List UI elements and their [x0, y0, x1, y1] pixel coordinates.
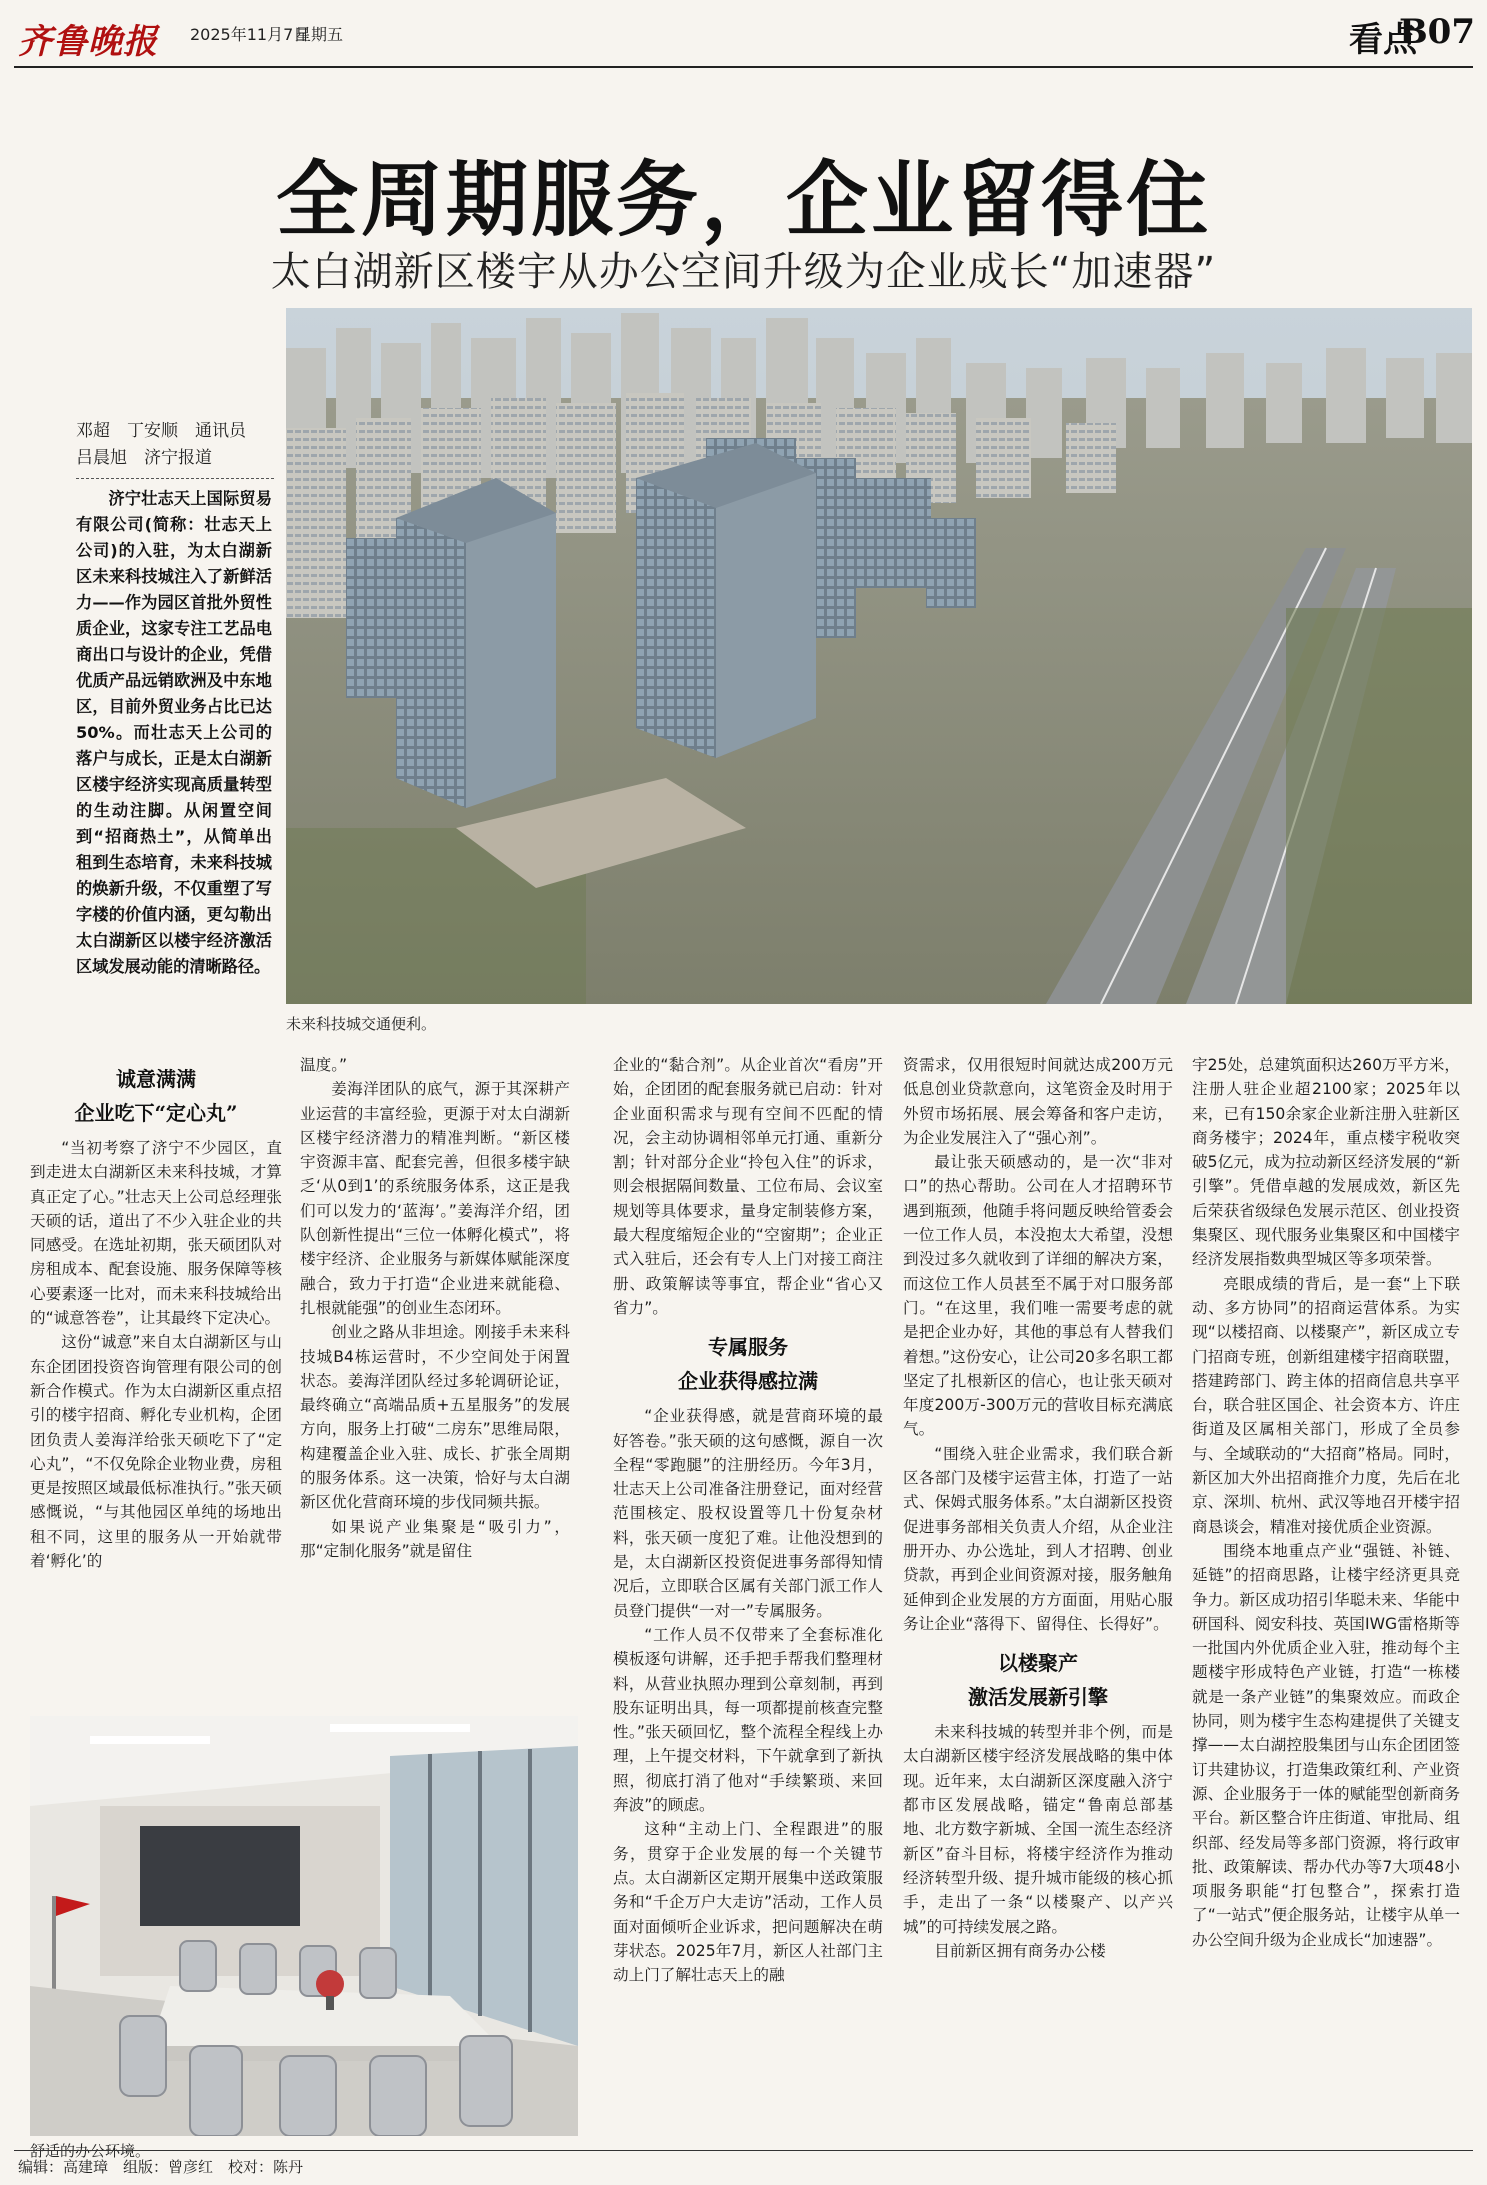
issue-date: 2025年11月7日: [190, 25, 310, 44]
section-3-heading-line1: 以楼聚产: [998, 1651, 1078, 1676]
section-1-heading-line1: 诚意满满: [116, 1067, 196, 1091]
col4-paragraph: “围绕入驻企业需求，我们联合新区各部门及楼宇运营主体，打造了一站式、保姆式服务体系。”太白湖新区投资促进事务部相关负责人介绍，从企业注册开办、办公选址，到人才招聘、创业贷款，再到企业间资源对接，服务触角延伸到企业发展的方方面面，用贴心服务让企业“落得下、留得住、长得好”。: [903, 1444, 1173, 1633]
lead-paragraph: 济宁壮志天上国际贸易有限公司(简称：壮志天上公司)的入驻，为太白湖新区未来科技城注入了新鲜活力——作为园区首批外贸性质企业，这家专注工艺品电商出口与设计的企业，凭借优质产品远销欧洲及中东地区，目前外贸业务占比已达50%。而壮志天上公司的落户与成长，正是太白湖新区楼宇经济实现高质量转型的生动注脚。从闲置空间到“招商热土”，从简单出租到生态培育，未来科技城的焕新升级，不仅重塑了写字楼的价值内涵，更勾勒出太白湖新区以楼宇经济激活区域发展动能的清晰路径。: [76, 489, 272, 976]
column-4: [903, 1053, 1173, 2143]
byline-divider: [76, 478, 274, 479]
header-rule: [14, 66, 1473, 68]
col3-paragraph: 这种“主动上门、全程跟进”的服务，贯穿于企业发展的每一个关键节点。太白湖新区定期开展集中送政策服务和“千企万户大走访”活动，工作人员面对面倾听企业诉求，把问题解决在萌芽状态。2025年7月，新区人社部门主动上门了解壮志天上的融: [613, 1820, 883, 1985]
editor-credits: 编辑：高建璋 组版：曾彦红 校对：陈丹: [18, 2158, 304, 2176]
issue-weekday: 星期五: [295, 25, 344, 44]
col2-paragraph: 如果说产业集聚是“吸引力”，那“定制化服务”就是留住: [300, 1517, 570, 1560]
col1-paragraph: “当初考察了济宁不少园区，直到走进太白湖新区未来科技城，才算真正定了心。”壮志天上公司总经理张天硕的话，道出了不少入驻企业的共同感受。在选址初期，张天硕团队对房租成本、配套设施、服务保障等核心要素逐一比对，而未来科技城给出的“诚意答卷”，让其最终下定决心。: [30, 1139, 282, 1328]
col3-paragraph: 企业的“黏合剂”。从企业首次“看房”开始，企团团的配套服务就已启动：针对企业面积需求与现有空间不匹配的情况，会主动协调相邻单元打通、重新分割；针对部分企业“拎包入住”的诉求，则会根据隔间数量、工位布局、会议室规划等具体要求，量身定制装修方案，最大程度缩短企业的“空窗期”；企业正式入驻后，还会有专人上门对接工商注册、政策解读等事宜，帮企业“省心又省力”。: [613, 1056, 883, 1317]
page-title: 全周期服务，企业留得住: [275, 152, 1211, 248]
col1-paragraph: 这份“诚意”来自太白湖新区与山东企团团投资咨询管理有限公司的创新合作模式。作为太白湖新区重点招引的楼宇招商、孵化专业机构，企团团负责人姜海洋给张天硕吃下了“定心丸”，“不仅免除企业物业费，房租更是按照区域最低标准执行。”张天硕感慨说，“与其他园区单纯的场地出租不同，这里的服务从一开始就带着‘孵化’的: [30, 1333, 282, 1571]
column-2: [300, 1053, 570, 1703]
section-1-heading-line2: 企业吃下“定心丸”: [74, 1101, 238, 1125]
page-subtitle: 太白湖新区楼宇从办公空间升级为企业成长“加速器”: [270, 249, 1217, 295]
col2-paragraph: 创业之路从非坦途。刚接手未来科技城B4栋运营时，不少空间处于闲置状态。姜海洋团队经过多轮调研论证，最终确立“高端品质+五星服务”的发展方向，服务上打破“二房东”思维局限，构建覆盖企业入驻、成长、扩张全周期的服务体系。这一决策，恰好与太白湖新区优化营商环境的步伐同频共振。: [300, 1323, 570, 1512]
byline-location: 吕晨旭 济宁报道: [76, 448, 212, 468]
aerial-city-illustration: [286, 308, 1472, 1004]
office-interior-photo: [30, 1716, 578, 2136]
col3-paragraph: “工作人员不仅带来了全套标准化模板逐句讲解，还手把手帮我们整理材料，从营业执照办理到公章刻制，再到股东证明出具，每一项都提前核查完整性。”张天硕回忆，整个流程全程线上办理，上午提交材料，下午就拿到了新执照，彻底打消了他对“手续繁琐、来回奔波”的顾虑。: [613, 1625, 883, 1815]
aerial-city-photo: [286, 308, 1472, 1004]
section-2-heading-line1: 专属服务: [708, 1335, 788, 1360]
section-2-heading-line2: 企业获得感拉满: [678, 1369, 818, 1394]
col3-paragraph: “企业获得感，就是营商环境的最好答卷。”张天硕的这句感慨，源自一次全程“零跑腿”的注册经历。今年3月，壮志天上公司准备注册登记，面对经营范围核定、股权设置等几十份复杂材料，张天硕一度犯了难。让他没想到的是，太白湖新区投资促进事务部得知情况后，立即联合区属有关部门派工作人员登门提供“一对一”专属服务。: [613, 1407, 883, 1620]
col4-paragraph: 最让张天硕感动的，是一次“非对口”的热心帮助。公司在人才招聘环节遇到瓶颈，他随手将问题反映给管委会一位工作人员，本没抱太大希望，没想到没过多久就收到了详细的解决方案，而这位工作人员甚至不属于对口服务部门。“在这里，我们唯一需要考虑的就是把企业办好，其他的事总有人替我们着想。”这份安心，让公司20多名职工都坚定了扎根新区的信心，也让张天硕对年度200万-300万元的营收目标充满底气。: [903, 1153, 1173, 1439]
office-photo-caption: 舒适的办公环境。: [30, 2142, 151, 2160]
col2-paragraph: 温度。”: [300, 1056, 348, 1074]
column-5: [1192, 1053, 1460, 2143]
byline-reporters: 邓超 丁安顺 通讯员: [76, 421, 246, 441]
col2-paragraph: 姜海洋团队的底气，源于其深耕产业运营的丰富经验，更源于对太白湖新区楼宇经济潜力的精准判断。“新区楼宇资源丰富、配套完善，但很多楼宇缺乏‘从0到1’的系统服务体系，这正是我们可以发力的‘蓝海’。”姜海洋介绍，团队创新性提出“三位一体孵化模式”，将楼宇经济、企业服务与新媒体赋能深度融合，致力于打造“企业进来就能稳、扎根就能强”的创业生态闭环。: [300, 1080, 570, 1317]
section-3-heading-line2: 激活发展新引擎: [968, 1685, 1108, 1710]
col5-paragraph: 宇25处，总建筑面积达260万平方米，注册人驻企业超2100家；2025年以来，已有150余家企业新注册入驻新区商务楼宇；2024年，重点楼宇税收突破5亿元，成为拉动新区经济发展的“新引擎”。凭借卓越的发展成效，新区先后荣获省级绿色发展示范区、创业投资集聚区、现代服务业集聚区和中国楼宇经济发展指数典型城区等多项荣誉。: [1192, 1056, 1460, 1269]
newspaper-logo: 齐鲁晚报: [18, 22, 158, 62]
footer-rule: [14, 2150, 1473, 2151]
office-interior-illustration: [30, 1716, 578, 2136]
col5-paragraph: 亮眼成绩的背后，是一套“上下联动、多方协同”的招商运营体系。为实现“以楼招商、以楼聚产”，新区成立专门招商专班，创新组建楼宇招商联盟，搭建跨部门、跨主体的招商信息共享平台，联合驻区国企、社会资本方、许庄街道及区属相关部门，形成了全员参与、全域联动的“大招商”格局。同时，新区加大外出招商推介力度，先后在北京、深圳、杭州、武汉等地召开楼宇招商恳谈会，精准对接优质企业资源。: [1192, 1274, 1460, 1536]
col5-paragraph: 围绕本地重点产业“强链、补链、延链”的招商思路，让楼宇经济更具竞争力。新区成功招引华聪未来、华能中研国科、阅安科技、英国IWG雷格斯等一批国内外优质企业入驻，推动每个主题楼宇形成特色产业链，打造“一栋楼就是一条产业链”的集聚效应。而政企协同，则为楼宇生态构建提供了关键支撑——太白湖控股集团与山东企团团签订共建协议，打造集政策红利、产业资源、企业服务于一体的赋能型创新商务平台。新区整合许庄街道、审批局、组织部、经发局等多部门资源，将行政审批、政策解读、帮办代办等7大项48小项服务职能“打包整合”，探索打造了“一站式”便企服务站，让楼宇从单一办公空间升级为企业成长“加速器”。: [1192, 1541, 1460, 1949]
column-3: [613, 1053, 883, 2143]
section-name: 看点: [1349, 20, 1417, 60]
col4-paragraph: 未来科技城的转型并非个例，而是太白湖新区楼宇经济发展战略的集中体现。近年来，太白湖新区深度融入济宁都市区发展战略，锚定“鲁南总部基地、北方数字新城、全国一流生态经济新区”奋斗目标，将楼宇经济作为推动经济转型升级、提升城市能级的核心抓手，走出了一条“以楼聚产、以产兴城”的可持续发展之路。: [903, 1723, 1173, 1936]
aerial-photo-caption: 未来科技城交通便利。: [286, 1015, 437, 1033]
col4-paragraph: 目前新区拥有商务办公楼: [934, 1941, 1106, 1960]
byline: [76, 418, 276, 472]
col4-paragraph: 资需求，仅用很短时间就达成200万元低息创业贷款意向，这笔资金及时用于外贸市场拓展、展会筹备和客户走访，为企业发展注入了“强心剂”。: [903, 1056, 1173, 1147]
page-number: B07: [1398, 12, 1475, 52]
